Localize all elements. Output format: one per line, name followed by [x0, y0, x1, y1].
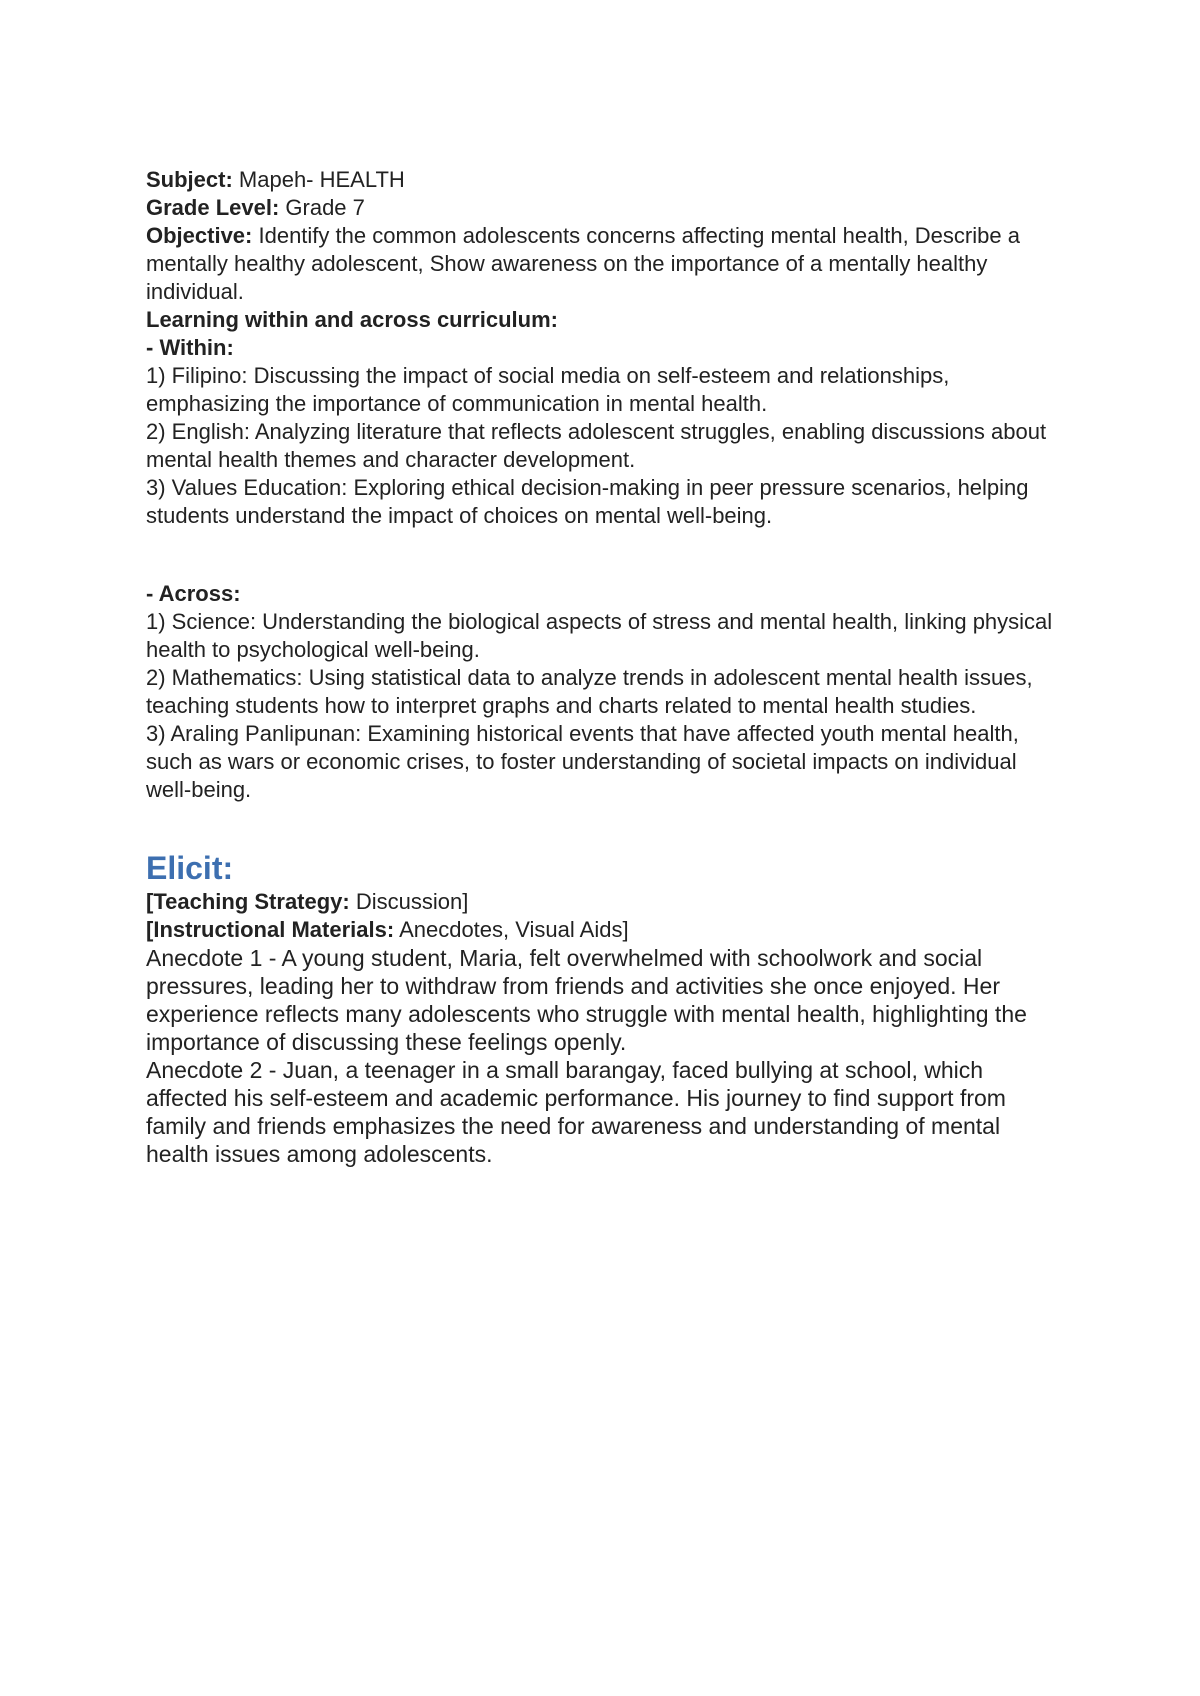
- instructional-materials-close: ]: [622, 917, 629, 942]
- objective-label: Objective:: [146, 223, 253, 248]
- teaching-strategy-line: [146, 888, 1066, 916]
- within-item-1: 1) Filipino: Discussing the impact of social media on self-esteem and relationships, emphasizing the importance of communication in mental health.: [146, 363, 950, 416]
- grade-level-label: Grade Level:: [146, 195, 280, 220]
- learning-curriculum-heading: Learning within and across curriculum:: [146, 307, 558, 332]
- within-item-2: 2) English: Analyzing literature that reflects adolescent struggles, enabling discussions about mental health themes and character development.: [146, 419, 1047, 472]
- within-label: - Within:: [146, 335, 234, 360]
- across-item-3: 3) Araling Panlipunan: Examining historical events that have affected youth mental health, such as wars or economic crises, to foster understanding of societal impacts on individual well-being.: [146, 721, 1019, 802]
- grade-level-value: Grade 7: [279, 195, 365, 220]
- teaching-strategy-label: Teaching Strategy:: [153, 889, 350, 914]
- instructional-materials-label: Instructional Materials:: [153, 917, 395, 942]
- anecdote-2: Anecdote 2 - Juan, a teenager in a small barangay, faced bullying at school, which affected his self-esteem and academic performance. His journey to find support from family and friends emphasizes the need for awareness and understanding of mental health issues among adolescents.: [146, 1057, 1006, 1167]
- across-item-1: 1) Science: Understanding the biological aspects of stress and mental health, linking physical health to psychological well-being.: [146, 609, 1053, 662]
- subject-label: Subject:: [146, 167, 233, 192]
- instructional-materials-line: [146, 916, 1066, 944]
- teaching-strategy-close: ]: [462, 889, 469, 914]
- elicit-heading: Elicit:: [146, 850, 234, 886]
- instructional-materials-value: Anecdotes, Visual Aids: [394, 917, 623, 942]
- within-item-3: 3) Values Education: Exploring ethical decision-making in peer pressure scenarios, helping students understand the impact of choices on mental well-being.: [146, 475, 1029, 528]
- anecdote-1: Anecdote 1 - A young student, Maria, felt overwhelmed with schoolwork and social pressures, leading her to withdraw from friends and activities she once enjoyed. Her experience reflects many adolescents who struggle with mental health, highlighting the importance of discussing these feelings openly.: [146, 945, 1027, 1055]
- across-label: - Across:: [146, 581, 241, 606]
- subject-value: Mapeh- HEALTH: [232, 167, 405, 192]
- objective-paragraph: [146, 222, 1066, 306]
- document-page: [146, 166, 1066, 1168]
- across-item-2: 2) Mathematics: Using statistical data to analyze trends in adolescent mental health issues, teaching students how to interpret graphs and charts related to mental health studies.: [146, 665, 1033, 718]
- teaching-strategy-value: Discussion: [349, 889, 463, 914]
- subject-line: [146, 166, 1066, 194]
- instructional-materials-open: [: [146, 917, 154, 942]
- grade-level-line: [146, 194, 1066, 222]
- objective-value: Identify the common adolescents concerns affecting mental health, Describe a mentally healthy adolescent, Show awareness on the importance of a mentally healthy individual.: [146, 223, 1020, 304]
- teaching-strategy-open: [: [146, 889, 154, 914]
